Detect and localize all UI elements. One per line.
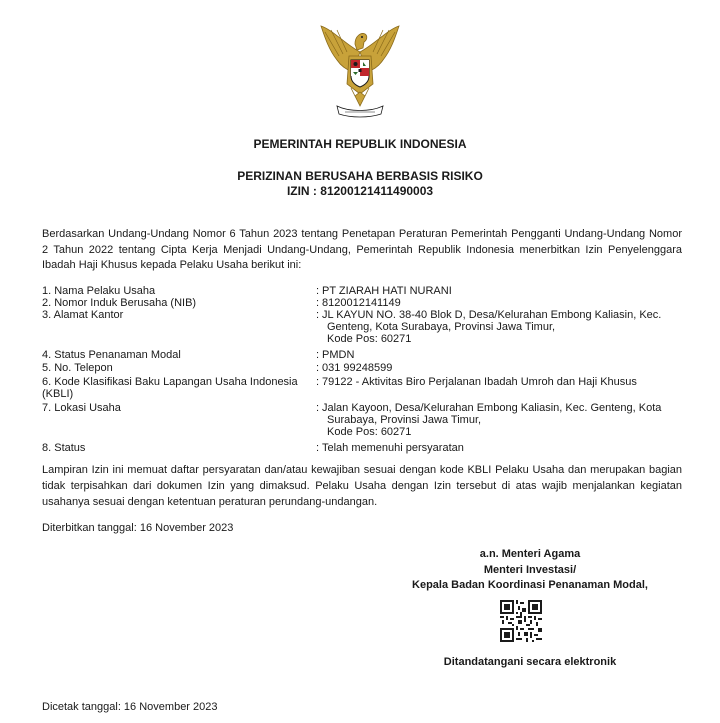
field-label: 5. No. Telepon [42, 362, 113, 374]
address-line-3: Kode Pos: 60271 [327, 333, 412, 345]
intro-paragraph: Berdasarkan Undang-Undang Nomor 6 Tahun 2023 tentang Penetapan Peraturan Pemerintah Pengganti Undang-Undang Nomor 2 Tahun 2022 tentang Cipta Kerja Menjadi Undang-Undang, Pemerintah Republik Indonesia menerbitkan Izin Penyelenggara Ibadah Haji Khusus kepada Pelaku Usaha berikut ini: [42, 228, 682, 271]
field-value: Telah memenuhi persyaratan [322, 442, 464, 454]
kbli-label-line-1: 6. Kode Klasifikasi Baku Lapangan Usaha Indonesia [42, 376, 298, 388]
field-label: 7. Lokasi Usaha [42, 402, 121, 414]
field-value [322, 309, 682, 345]
government-title: PEMERINTAH REPUBLIK INDONESIA [253, 137, 467, 151]
field-value [322, 402, 682, 438]
permit-type: PERIZINAN BERUSAHA BERBASIS RISIKO [237, 169, 483, 183]
field-label: 1. Nama Pelaku Usaha [42, 285, 156, 297]
address-line-2: Genteng, Kota Surabaya, Provinsi Jawa Timur, [327, 321, 556, 333]
signatory-line-2: Menteri Investasi/ [483, 563, 577, 576]
field-label: 8. Status [42, 442, 86, 454]
garuda-emblem-icon [315, 22, 405, 122]
field-value: 031 99248599 [322, 362, 393, 374]
e-signature-note: Ditandatangani secara elektronik [443, 656, 617, 668]
field-value: 8120012141149 [322, 297, 401, 309]
field-separator: : [316, 349, 320, 361]
signatory-line-3: Kepala Badan Koordinasi Penanaman Modal, [412, 579, 648, 591]
field-label: 2. Nomor Induk Berusaha (NIB) [42, 297, 197, 309]
field-label: 3. Alamat Kantor [42, 309, 124, 321]
location-line-1: Jalan Kayoon, Desa/Kelurahan Embong Kaliasin, Kec. Genteng, Kota [322, 402, 662, 414]
issued-date: Diterbitkan tanggal: 16 November 2023 [42, 522, 234, 534]
address-line-1: JL KAYUN NO. 38-40 Blok D, Desa/Kelurahan Embong Kaliasin, Kec. [322, 309, 662, 321]
field-label: 4. Status Penanaman Modal [42, 349, 181, 361]
field-separator: : [316, 309, 320, 321]
qr-code-icon [500, 600, 542, 642]
field-separator: : [316, 285, 320, 297]
field-value: PMDN [322, 349, 355, 361]
field-label [42, 376, 314, 400]
kbli-label-line-2: (KBLI) [42, 388, 74, 400]
permit-number: IZIN : 81200121411490003 [286, 184, 434, 198]
location-line-2: Surabaya, Provinsi Jawa Timur, [327, 414, 482, 426]
closing-paragraph: Lampiran Izin ini memuat daftar persyaratan dan/atau kewajiban sesuai dengan kode KBLI Pelaku Usaha dan merupakan bagian tidak terpisahkan dari dokumen Izin yang dimaksud. Pelaku Usaha dengan Izin tersebut di atas wajib menjalankan kegiatan usahanya sesuai dengan ketentuan peraturan perundang-undangan. [42, 464, 682, 508]
field-separator: : [316, 362, 320, 374]
printed-date: Dicetak tanggal: 16 November 2023 [42, 701, 218, 713]
signatory-block [380, 547, 680, 594]
field-separator: : [316, 442, 320, 454]
field-value: 79122 - Aktivitas Biro Perjalanan Ibadah Umroh dan Haji Khusus [322, 376, 637, 388]
field-separator: : [316, 297, 320, 309]
location-line-3: Kode Pos: 60271 [327, 426, 412, 438]
field-separator: : [316, 376, 320, 388]
signatory-line-1: a.n. Menteri Agama [479, 548, 581, 560]
field-separator: : [316, 402, 320, 414]
field-value: PT ZIARAH HATI NURANI [322, 285, 452, 297]
permit-heading [0, 169, 720, 199]
